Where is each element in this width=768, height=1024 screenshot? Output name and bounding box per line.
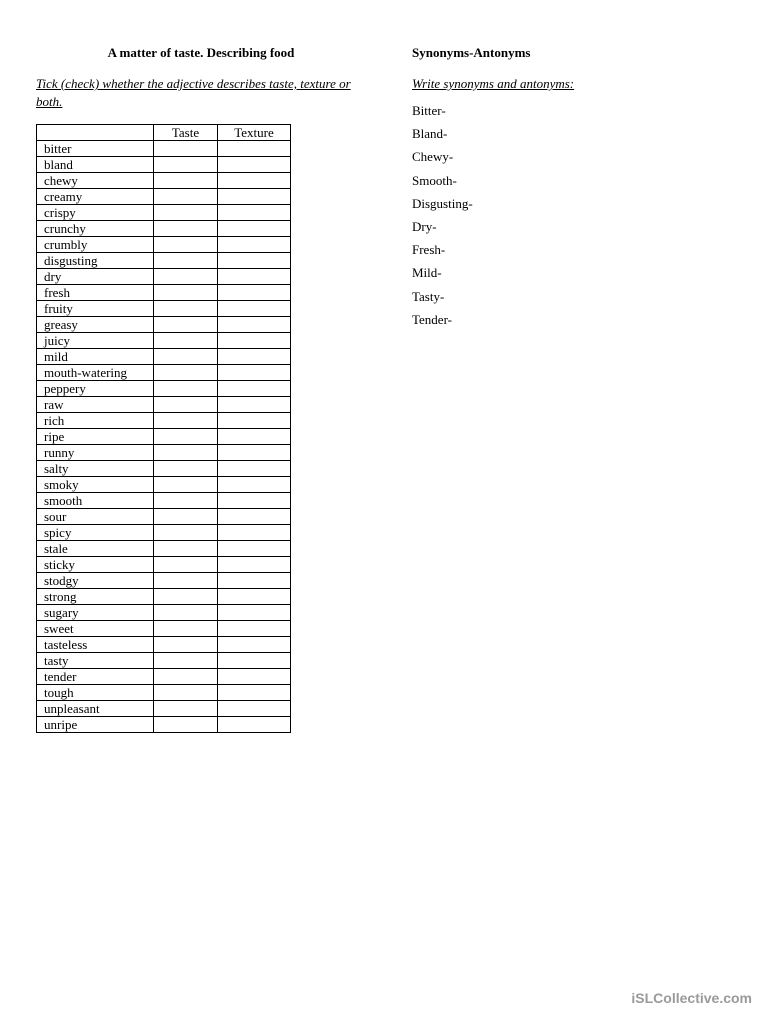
table-row <box>37 381 291 397</box>
taste-checkbox-cell[interactable] <box>154 621 218 637</box>
texture-checkbox-cell[interactable] <box>218 445 291 461</box>
header-word <box>37 125 154 141</box>
texture-checkbox-cell[interactable] <box>218 413 291 429</box>
taste-checkbox-cell[interactable] <box>154 141 218 157</box>
table-row <box>37 701 291 717</box>
texture-checkbox-cell[interactable] <box>218 653 291 669</box>
taste-checkbox-cell[interactable] <box>154 461 218 477</box>
taste-checkbox-cell[interactable] <box>154 381 218 397</box>
adjective-cell: runny <box>37 445 154 461</box>
adjective-cell: sticky <box>37 557 154 573</box>
texture-checkbox-cell[interactable] <box>218 141 291 157</box>
texture-checkbox-cell[interactable] <box>218 717 291 733</box>
adjective-cell: sugary <box>37 605 154 621</box>
texture-checkbox-cell[interactable] <box>218 285 291 301</box>
table-row <box>37 605 291 621</box>
right-section <box>412 44 732 333</box>
taste-checkbox-cell[interactable] <box>154 157 218 173</box>
adjective-cell: mild <box>37 349 154 365</box>
adjective-cell: tasty <box>37 653 154 669</box>
table-row <box>37 173 291 189</box>
taste-checkbox-cell[interactable] <box>154 365 218 381</box>
taste-checkbox-cell[interactable] <box>154 301 218 317</box>
table-row <box>37 205 291 221</box>
adjective-cell: stale <box>37 541 154 557</box>
texture-checkbox-cell[interactable] <box>218 333 291 349</box>
texture-checkbox-cell[interactable] <box>218 381 291 397</box>
synonym-item: Smooth- <box>412 172 457 188</box>
texture-checkbox-cell[interactable] <box>218 525 291 541</box>
synonym-list <box>412 101 732 333</box>
adjective-cell: creamy <box>37 189 154 205</box>
table-row <box>37 269 291 285</box>
taste-checkbox-cell[interactable] <box>154 701 218 717</box>
adjective-cell: salty <box>37 461 154 477</box>
table-row <box>37 525 291 541</box>
adjective-cell: chewy <box>37 173 154 189</box>
table-row <box>37 317 291 333</box>
table-row <box>37 637 291 653</box>
taste-checkbox-cell[interactable] <box>154 557 218 573</box>
table-row <box>37 685 291 701</box>
texture-checkbox-cell[interactable] <box>218 477 291 493</box>
adjective-cell: dry <box>37 269 154 285</box>
texture-checkbox-cell[interactable] <box>218 397 291 413</box>
synonym-item: Disgusting- <box>412 195 473 211</box>
synonym-item: Mild- <box>412 265 442 281</box>
table-row <box>37 669 291 685</box>
table-row <box>37 141 291 157</box>
texture-checkbox-cell[interactable] <box>218 189 291 205</box>
adjective-table <box>36 124 291 733</box>
adjective-cell: greasy <box>37 317 154 333</box>
adjective-cell: crumbly <box>37 237 154 253</box>
taste-checkbox-cell[interactable] <box>154 589 218 605</box>
synonym-item: Tender- <box>412 311 452 327</box>
table-row <box>37 557 291 573</box>
adjective-cell: ripe <box>37 429 154 445</box>
table-row <box>37 333 291 349</box>
adjective-cell: strong <box>37 589 154 605</box>
adjective-cell: spicy <box>37 525 154 541</box>
taste-checkbox-cell[interactable] <box>154 685 218 701</box>
synonym-item: Fresh- <box>412 242 446 258</box>
taste-checkbox-cell[interactable] <box>154 205 218 221</box>
taste-checkbox-cell[interactable] <box>154 285 218 301</box>
synonym-item: Bitter- <box>412 103 446 118</box>
texture-checkbox-cell[interactable] <box>218 669 291 685</box>
watermark-logo: iSLCollective.com <box>631 990 752 1006</box>
taste-checkbox-cell[interactable] <box>154 349 218 365</box>
adjective-cell: bland <box>37 157 154 173</box>
taste-checkbox-cell[interactable] <box>154 317 218 333</box>
taste-checkbox-cell[interactable] <box>154 541 218 557</box>
texture-checkbox-cell[interactable] <box>218 221 291 237</box>
texture-checkbox-cell[interactable] <box>218 349 291 365</box>
taste-checkbox-cell[interactable] <box>154 237 218 253</box>
adjective-cell: juicy <box>37 333 154 349</box>
texture-checkbox-cell[interactable] <box>218 605 291 621</box>
table-row <box>37 157 291 173</box>
texture-checkbox-cell[interactable] <box>218 573 291 589</box>
texture-checkbox-cell[interactable] <box>218 541 291 557</box>
texture-checkbox-cell[interactable] <box>218 269 291 285</box>
adjective-cell: mouth-watering <box>37 365 154 381</box>
table-row <box>37 461 291 477</box>
taste-checkbox-cell[interactable] <box>154 637 218 653</box>
texture-checkbox-cell[interactable] <box>218 557 291 573</box>
texture-checkbox-cell[interactable] <box>218 461 291 477</box>
texture-checkbox-cell[interactable] <box>218 589 291 605</box>
table-row <box>37 365 291 381</box>
adjective-cell: peppery <box>37 381 154 397</box>
taste-checkbox-cell[interactable] <box>154 509 218 525</box>
taste-checkbox-cell[interactable] <box>154 429 218 445</box>
adjective-cell: unripe <box>37 717 154 733</box>
texture-checkbox-cell[interactable] <box>218 637 291 653</box>
texture-checkbox-cell[interactable] <box>218 493 291 509</box>
adjective-cell: unpleasant <box>37 701 154 717</box>
texture-checkbox-cell[interactable] <box>218 701 291 717</box>
taste-checkbox-cell[interactable] <box>154 221 218 237</box>
table-row <box>37 221 291 237</box>
table-row <box>37 429 291 445</box>
taste-checkbox-cell[interactable] <box>154 525 218 541</box>
texture-checkbox-cell[interactable] <box>218 429 291 445</box>
texture-checkbox-cell[interactable] <box>218 685 291 701</box>
adjective-cell: tasteless <box>37 637 154 653</box>
taste-checkbox-cell[interactable] <box>154 253 218 269</box>
table-header-row <box>37 125 291 141</box>
synonyms-instruction: Write synonyms and antonyms: <box>412 76 575 91</box>
table-row <box>37 237 291 253</box>
table-row <box>37 717 291 733</box>
adjective-cell: sweet <box>37 621 154 637</box>
taste-checkbox-cell[interactable] <box>154 413 218 429</box>
table-row <box>37 253 291 269</box>
synonym-item: Dry- <box>412 218 437 234</box>
taste-checkbox-cell[interactable] <box>154 397 218 413</box>
taste-checkbox-cell[interactable] <box>154 717 218 733</box>
adjective-cell: raw <box>37 397 154 413</box>
texture-checkbox-cell[interactable] <box>218 509 291 525</box>
table-row <box>37 413 291 429</box>
texture-checkbox-cell[interactable] <box>218 173 291 189</box>
adjective-cell: bitter <box>37 141 154 157</box>
synonym-item: Chewy- <box>412 149 454 165</box>
table-row <box>37 285 291 301</box>
adjective-cell: sour <box>37 509 154 525</box>
adjective-cell: tough <box>37 685 154 701</box>
adjective-cell: crispy <box>37 205 154 221</box>
table-row <box>37 301 291 317</box>
synonym-item: Bland- <box>412 126 448 142</box>
adjective-cell: smoky <box>37 477 154 493</box>
table-row <box>37 509 291 525</box>
taste-checkbox-cell[interactable] <box>154 173 218 189</box>
adjective-cell: stodgy <box>37 573 154 589</box>
table-row <box>37 189 291 205</box>
texture-checkbox-cell[interactable] <box>218 205 291 221</box>
adjective-cell: crunchy <box>37 221 154 237</box>
table-row <box>37 445 291 461</box>
tick-instruction: Tick (check) whether the adjective describes taste, texture or both. <box>36 76 351 109</box>
taste-checkbox-cell[interactable] <box>154 445 218 461</box>
texture-checkbox-cell[interactable] <box>218 621 291 637</box>
taste-checkbox-cell[interactable] <box>154 269 218 285</box>
texture-checkbox-cell[interactable] <box>218 365 291 381</box>
texture-checkbox-cell[interactable] <box>218 237 291 253</box>
header-texture: Texture <box>218 125 291 141</box>
table-row <box>37 573 291 589</box>
adjective-cell: rich <box>37 413 154 429</box>
taste-checkbox-cell[interactable] <box>154 477 218 493</box>
left-section <box>36 44 370 111</box>
taste-checkbox-cell[interactable] <box>154 333 218 349</box>
taste-checkbox-cell[interactable] <box>154 605 218 621</box>
worksheet-title: A matter of taste. Describing food <box>107 45 295 60</box>
adjective-cell: fruity <box>37 301 154 317</box>
taste-checkbox-cell[interactable] <box>154 573 218 589</box>
texture-checkbox-cell[interactable] <box>218 317 291 333</box>
table-row <box>37 589 291 605</box>
table-row <box>37 653 291 669</box>
adjective-cell: fresh <box>37 285 154 301</box>
texture-checkbox-cell[interactable] <box>218 253 291 269</box>
taste-checkbox-cell[interactable] <box>154 189 218 205</box>
table-row <box>37 541 291 557</box>
table-row <box>37 477 291 493</box>
texture-checkbox-cell[interactable] <box>218 301 291 317</box>
taste-checkbox-cell[interactable] <box>154 669 218 685</box>
table-row <box>37 397 291 413</box>
adjective-cell: smooth <box>37 493 154 509</box>
adjective-cell: disgusting <box>37 253 154 269</box>
texture-checkbox-cell[interactable] <box>218 157 291 173</box>
table-row <box>37 493 291 509</box>
adjective-cell: tender <box>37 669 154 685</box>
synonyms-title: Synonyms-Antonyms <box>412 45 531 60</box>
taste-checkbox-cell[interactable] <box>154 653 218 669</box>
synonym-item: Tasty- <box>412 288 445 304</box>
table-row <box>37 349 291 365</box>
header-taste: Taste <box>154 125 218 141</box>
taste-checkbox-cell[interactable] <box>154 493 218 509</box>
table-row <box>37 621 291 637</box>
